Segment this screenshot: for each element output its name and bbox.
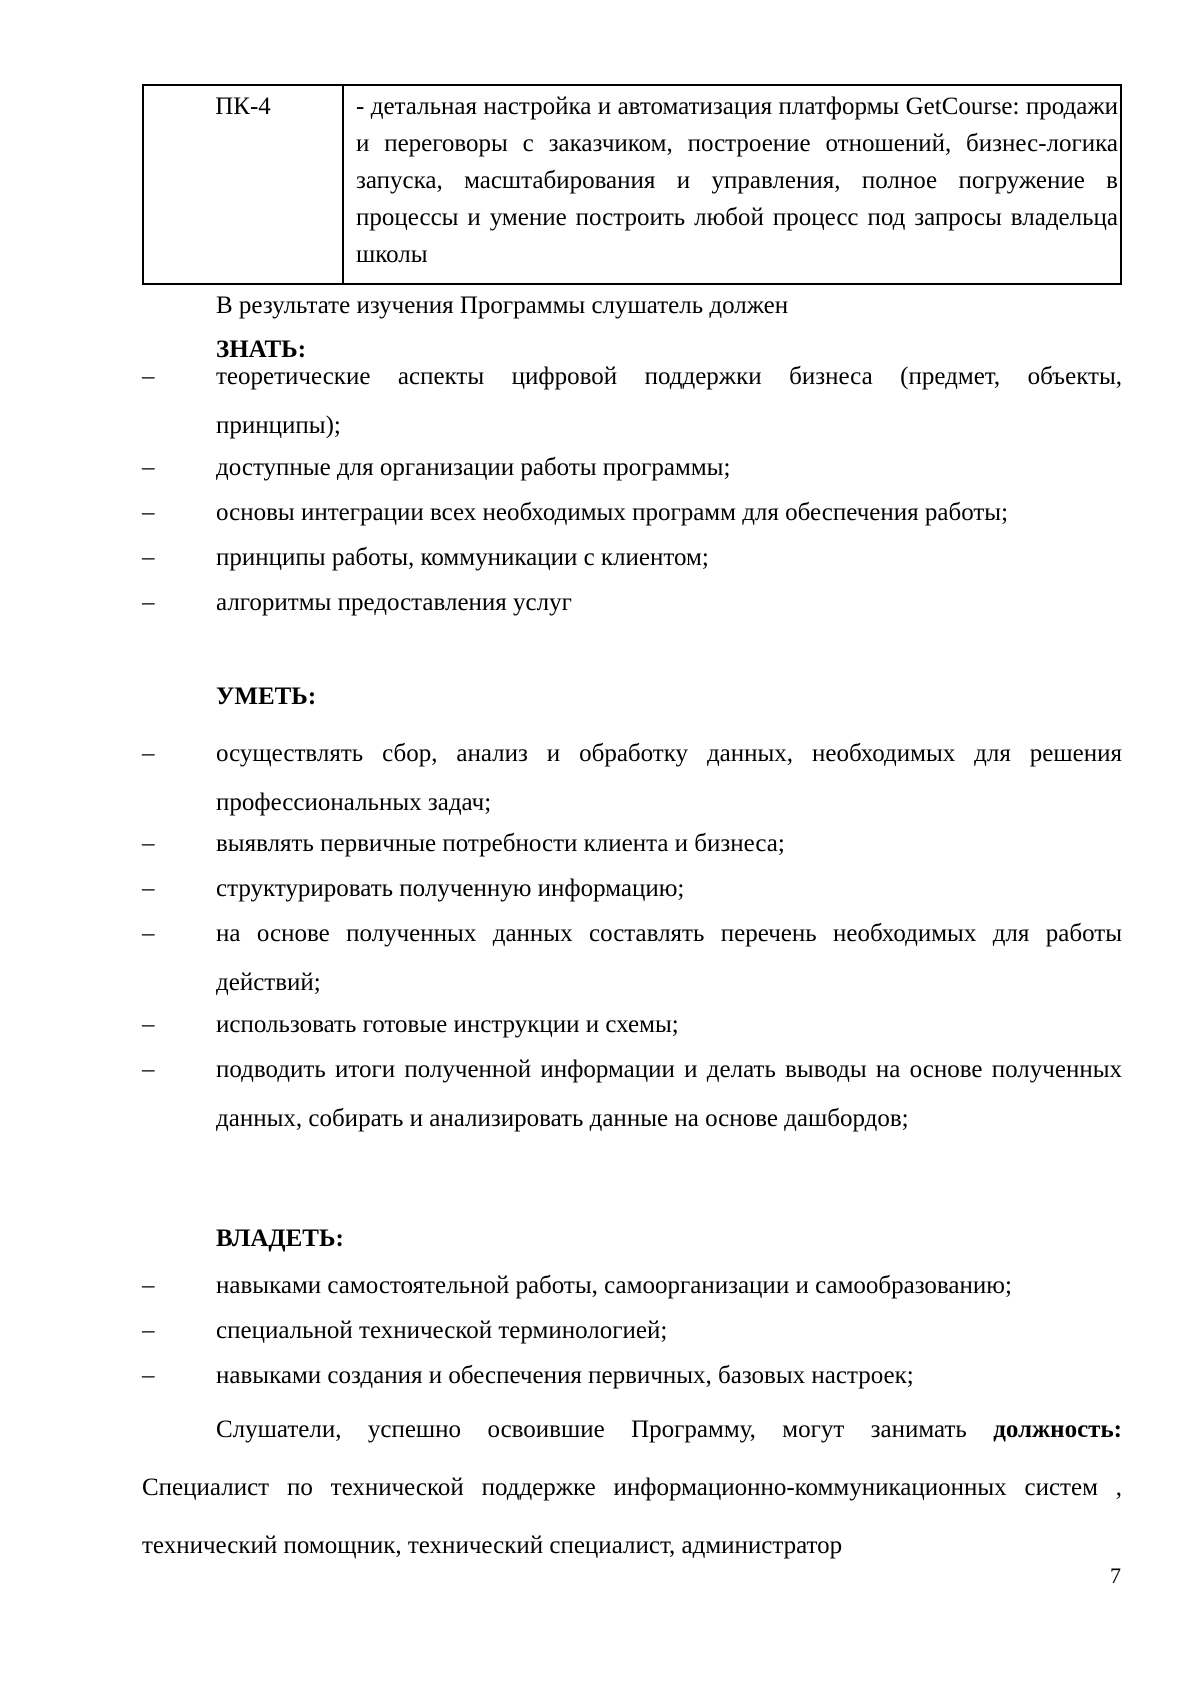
competency-code: ПК-4: [143, 85, 343, 284]
competency-table: [142, 84, 1122, 285]
know-heading: ЗНАТЬ:: [216, 336, 307, 363]
dash-bullet: –: [142, 1056, 155, 1083]
list-item: [142, 729, 1122, 827]
own-heading: ВЛАДЕТЬ:: [216, 1225, 344, 1252]
list-item: [142, 819, 1122, 868]
list-item: [142, 1261, 1122, 1310]
dash-bullet: –: [142, 589, 155, 616]
list-item: [142, 1351, 1122, 1400]
list-item-text: использовать готовые инструкции и схемы;: [216, 1011, 679, 1038]
table-row: [143, 85, 1121, 284]
list-item-text: навыками самостоятельной работы, самоорганизации и самообразованию;: [216, 1272, 1012, 1299]
list-item: [142, 1000, 1122, 1049]
dash-bullet: –: [142, 1011, 155, 1038]
final-rest: Специалист по технической поддержке информационно-коммуникационных систем , технический помощник, технический специалист, администратор: [142, 1474, 1122, 1559]
list-item-text: специальной технической терминологией;: [216, 1317, 668, 1344]
dash-bullet: –: [142, 1272, 155, 1299]
dash-bullet: –: [142, 454, 155, 481]
dash-bullet: –: [142, 740, 155, 767]
list-item-text: осуществлять сбор, анализ и обработку данных, необходимых для решения профессиональных задач;: [216, 740, 1122, 816]
dash-bullet: –: [142, 499, 155, 526]
list-item-text: выявлять первичные потребности клиента и бизнеса;: [216, 830, 785, 857]
can-heading: УМЕТЬ:: [216, 683, 317, 710]
list-item-text: структурировать полученную информацию;: [216, 875, 685, 902]
list-item: [142, 1045, 1122, 1143]
final-paragraph: [142, 1401, 1122, 1575]
dash-bullet: –: [142, 1362, 155, 1389]
list-item: [142, 533, 1122, 582]
list-item: [142, 1306, 1122, 1355]
list-item-text: подводить итоги полученной информации и делать выводы на основе полученных данных, собирать и анализировать данные на основе дашбордов;: [216, 1056, 1122, 1132]
list-item-text: теоретические аспекты цифровой поддержки бизнеса (предмет, объекты, принципы);: [216, 363, 1122, 439]
page-number: 7: [1110, 1563, 1121, 1588]
list-item-text: принципы работы, коммуникации с клиентом;: [216, 544, 709, 571]
list-item-text: на основе полученных данных составлять перечень необходимых для работы действий;: [216, 920, 1122, 996]
intro-text: В результате изучения Программы слушатель должен: [216, 292, 789, 319]
dash-bullet: –: [142, 920, 155, 947]
dash-bullet: –: [142, 1317, 155, 1344]
list-item-text: доступные для организации работы программы;: [216, 454, 731, 481]
list-item: [142, 864, 1122, 913]
list-item: [142, 352, 1122, 450]
final-text: Слушатели, успешно освоившие Программу, могут занимать: [216, 1416, 967, 1443]
competency-description: - детальная настройка и автоматизация платформы GetCourse: продажи и переговоры с заказчиком, построение отношений, бизнес-логика запуска, масштабирования и управления, полное погружение в процессы и умение построить любой процесс под запросы владельца школы: [343, 85, 1121, 284]
list-item-text: навыками создания и обеспечения первичных, базовых настроек;: [216, 1362, 914, 1389]
list-item: [142, 578, 1122, 627]
list-item-text: основы интеграции всех необходимых программ для обеспечения работы;: [216, 499, 1009, 526]
dash-bullet: –: [142, 363, 155, 390]
dash-bullet: –: [142, 830, 155, 857]
list-item-text: алгоритмы предоставления услуг: [216, 589, 572, 616]
list-item: [142, 909, 1122, 1007]
list-item: [142, 488, 1122, 537]
dash-bullet: –: [142, 875, 155, 902]
dash-bullet: –: [142, 544, 155, 571]
list-item: [142, 443, 1122, 492]
final-bold: должность:: [993, 1416, 1122, 1443]
